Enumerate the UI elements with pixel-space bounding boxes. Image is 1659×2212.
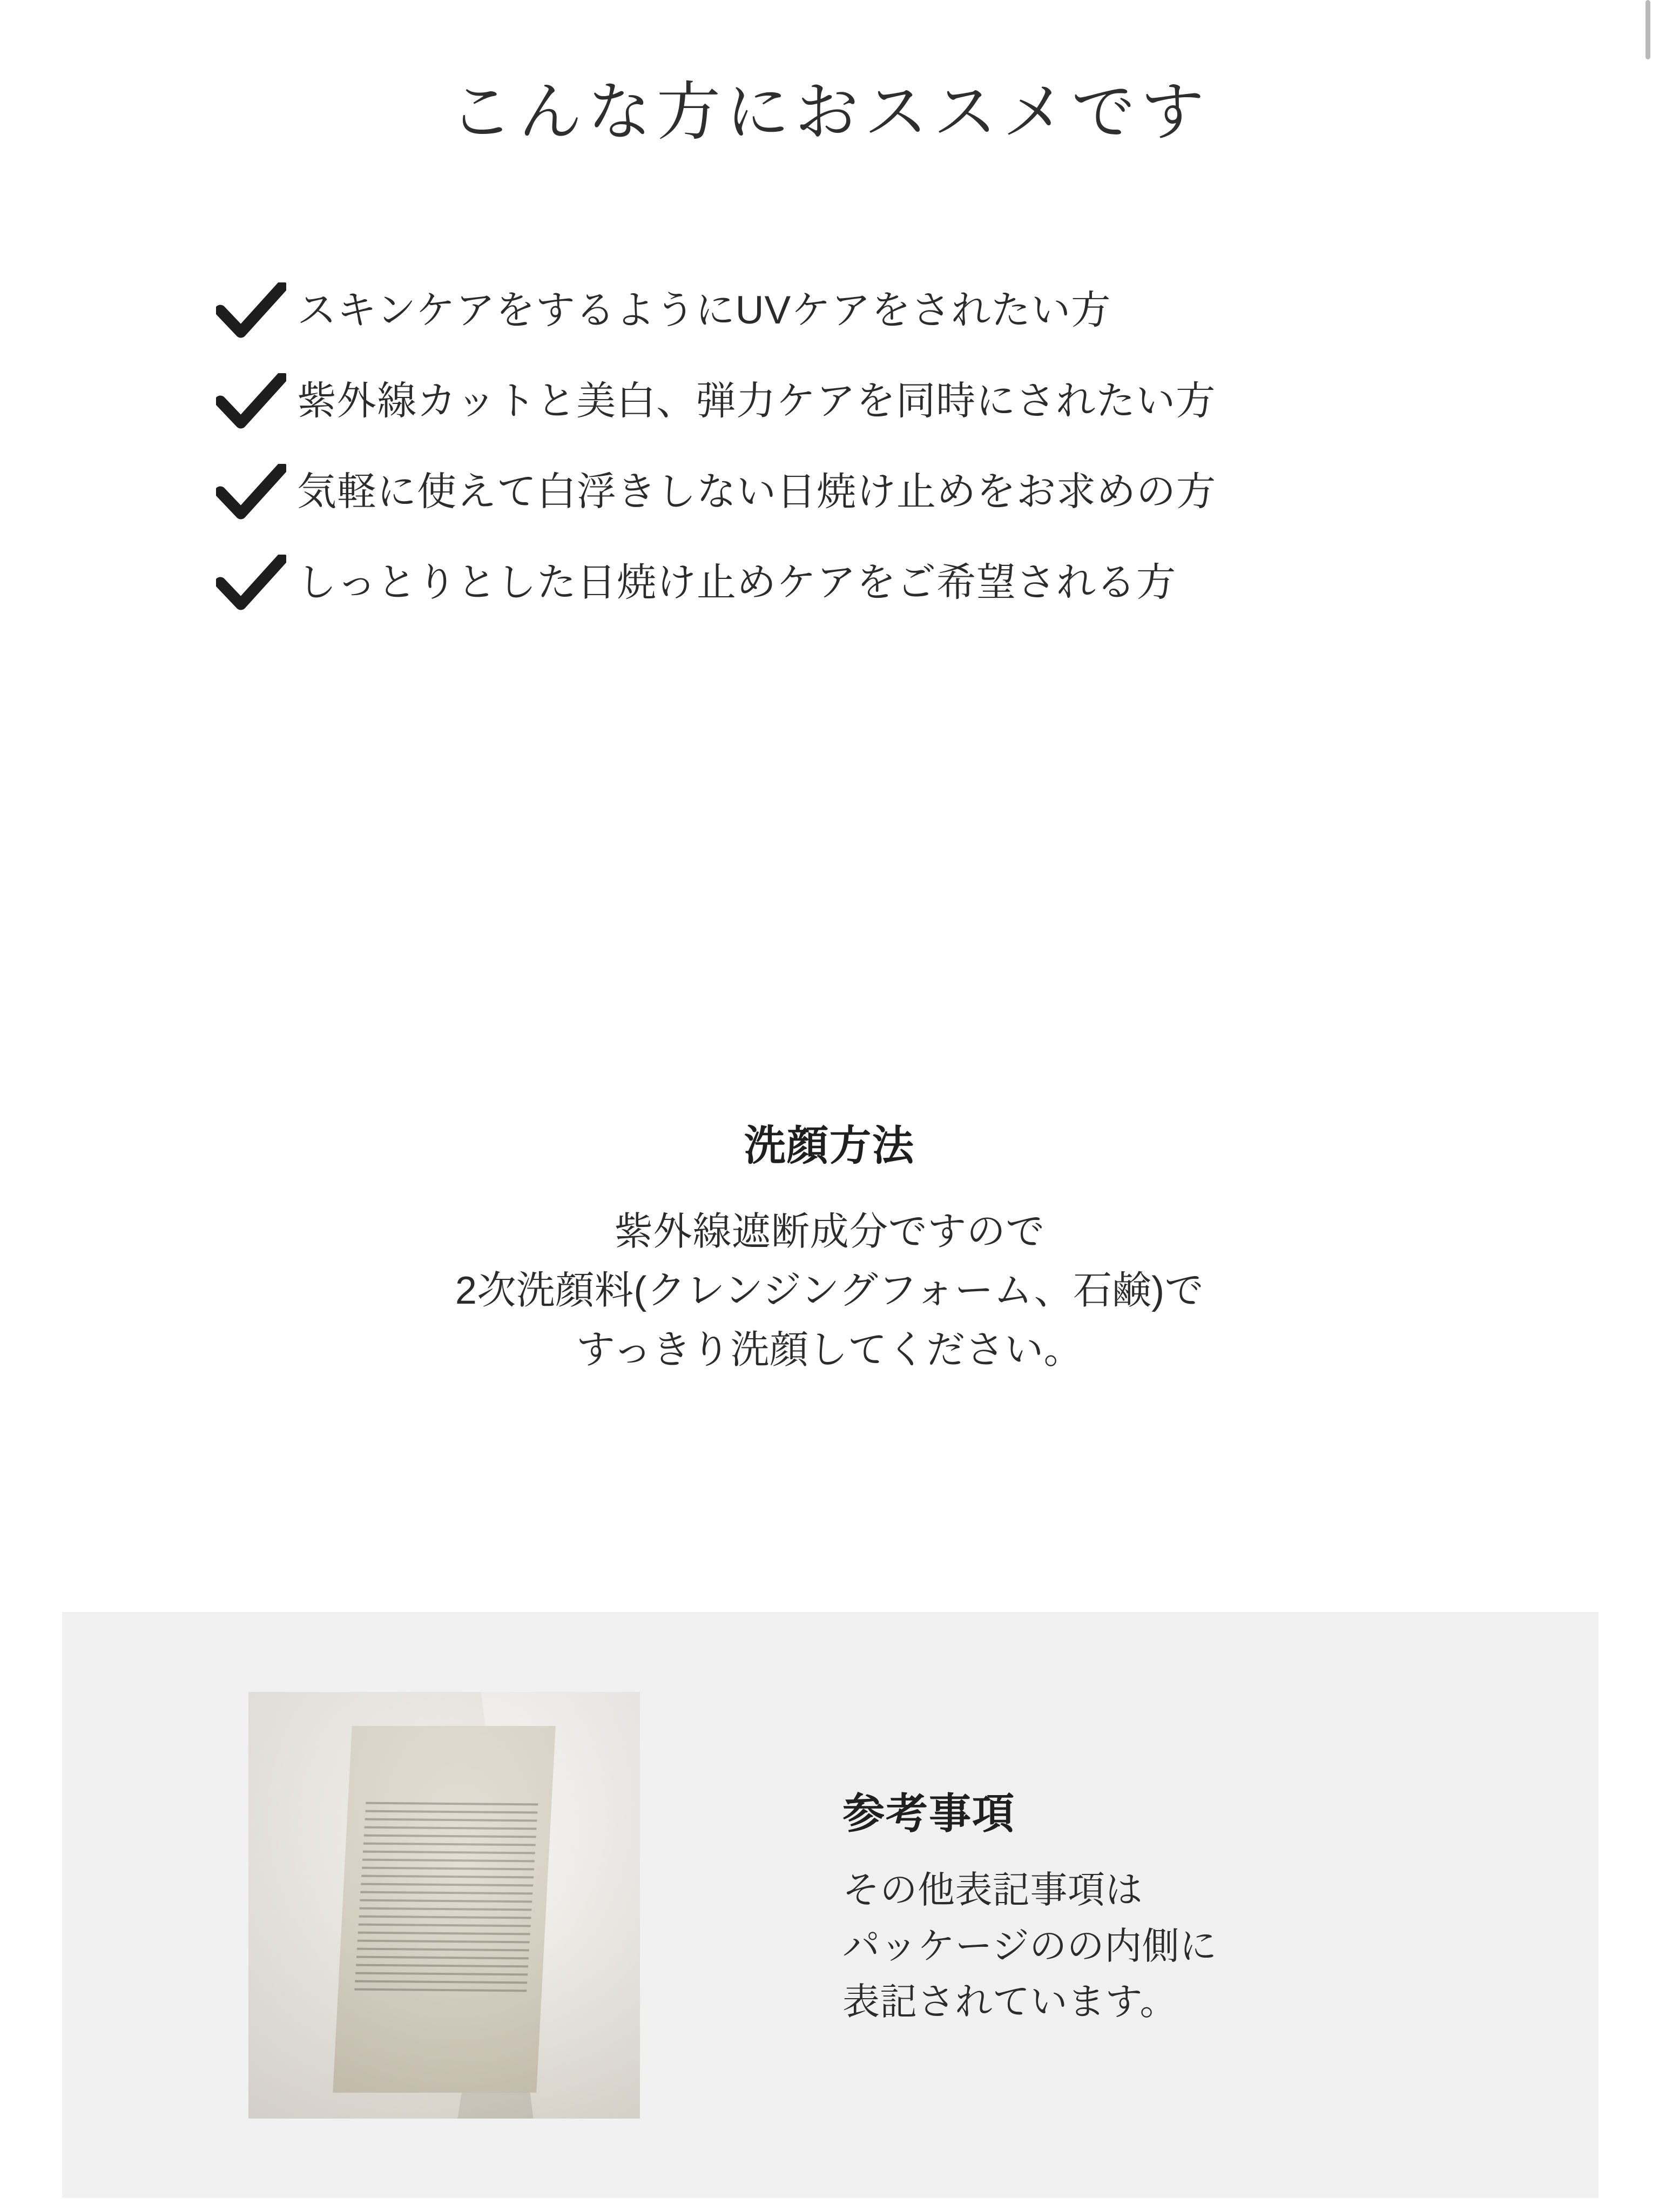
- list-item-label: 紫外線カットと美白、弾力ケアを同時にされたい方: [297, 379, 1216, 423]
- package-inner-photo: [248, 1692, 640, 2119]
- wash-method-body: [0, 1203, 1659, 1380]
- check-icon: [216, 373, 297, 429]
- scrollbar-thumb[interactable]: [1645, 0, 1650, 59]
- list-item-label: しっとりとした日焼け止めケアをご希望される方: [297, 561, 1176, 605]
- list-item: [216, 462, 1512, 522]
- check-icon: [216, 555, 297, 611]
- list-item: [216, 372, 1512, 431]
- photo-shading: [248, 1692, 640, 2119]
- check-icon: [216, 282, 297, 339]
- list-item: [216, 553, 1512, 612]
- reference-line: その他表記事項は: [842, 1869, 1143, 1911]
- page-right-margin: [1656, 0, 1659, 2212]
- list-item-label: 気軽に使えて白浮きしない日焼け止めをお求めの方: [297, 470, 1216, 514]
- reference-note-inner: [62, 1612, 1599, 2198]
- wash-line: 2次洗顔料(クレンジングフォーム、石鹸)で: [455, 1269, 1204, 1313]
- reference-line: 表記されています。: [842, 1981, 1177, 2023]
- reference-line: パッケージのの内側に: [842, 1925, 1217, 1967]
- reference-note-body: [842, 1862, 1217, 2030]
- check-icon: [216, 464, 297, 520]
- reference-note-text: [640, 1780, 1217, 2030]
- recommendation-list: [216, 281, 1512, 644]
- section-title-wash: 洗顔方法: [744, 1123, 915, 1169]
- page-title: こんな方におススメです: [449, 75, 1210, 149]
- wash-line: 紫外線遮断成分ですので: [614, 1210, 1045, 1253]
- list-item-label: スキンケアをするようにUVケアをされたい方: [297, 288, 1111, 333]
- list-item: [216, 281, 1512, 340]
- section-title-reference: 参考事項: [842, 1790, 1016, 1838]
- wash-line: すっきり洗顔してください。: [576, 1328, 1083, 1372]
- reference-note-section: [62, 1612, 1599, 2198]
- wash-method-section: [0, 1112, 1659, 1380]
